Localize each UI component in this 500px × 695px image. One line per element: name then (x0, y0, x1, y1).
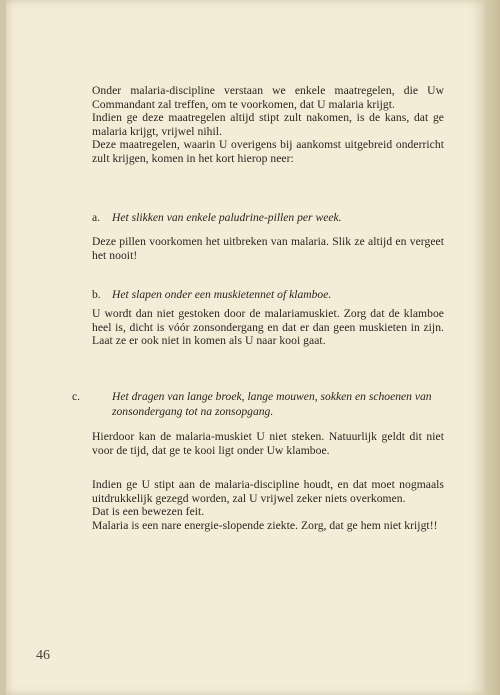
closing-paragraph-1: Indien ge U stipt aan de malaria-discipline houdt, en dat moet nogmaals uitdrukkelijk gezegd worden, zal U vrijwel zeker niets overkomen. (92, 478, 444, 505)
section-a-letter: a. (92, 211, 101, 224)
section-c-heading (72, 389, 464, 419)
section-b-heading (92, 287, 444, 302)
section-b-letter: b. (92, 288, 101, 301)
page-number: 46 (36, 648, 50, 663)
section-a-heading (92, 210, 444, 225)
closing-paragraph-2: Dat is een bewezen feit. (92, 505, 205, 519)
intro-paragraph-2: Indien ge deze maatregelen altijd stipt zult nakomen, is de kans, dat ge malaria krijgt, vrijwel nihil. (92, 111, 444, 138)
section-c-letter: c. (72, 390, 81, 403)
section-b-title: Het slapen onder een muskietennet of klamboe. (112, 288, 332, 301)
intro-paragraph-1: Onder malaria-discipline verstaan we enkele maatregelen, die Uw Commandant zal treffen, om te voorkomen, dat U malaria krijgt. (92, 84, 444, 111)
section-b-body: U wordt dan niet gestoken door de malariamuskiet. Zorg dat de klamboe heel is, dicht is vóór zonsondergang en dat er dan geen muskieten in zijn. Laat ze er ook niet in komen als U naar kooi gaat. (92, 307, 444, 348)
page-edge (484, 0, 500, 695)
section-c-body-block (92, 430, 444, 457)
section-c-body: Hierdoor kan de malaria-muskiet U niet steken. Natuurlijk geldt dit niet voor de tijd, dat ge te kooi ligt onder Uw klamboe. (92, 430, 444, 457)
section-a-title: Het slikken van enkele paludrine-pillen per week. (112, 211, 342, 224)
intro-block (92, 84, 444, 166)
section-a-body: Deze pillen voorkomen het uitbreken van malaria. Slik ze altijd en vergeet het nooit! (92, 235, 444, 262)
closing-paragraph-3: Malaria is een nare energie-slopende ziekte. Zorg, dat ge hem niet krijgt!! (92, 518, 438, 532)
section-a-body-block (92, 235, 444, 262)
closing-block (92, 478, 444, 532)
intro-paragraph-3: Deze maatregelen, waarin U overigens bij aankomst uitgebreid onderricht zult krijgen, komen in het kort hierop neer: (92, 138, 444, 165)
section-c-title: Het dragen van lange broek, lange mouwen, sokken en schoenen van zonsondergang tot na zonsopgang. (112, 390, 432, 418)
section-b-body-block (92, 307, 444, 348)
